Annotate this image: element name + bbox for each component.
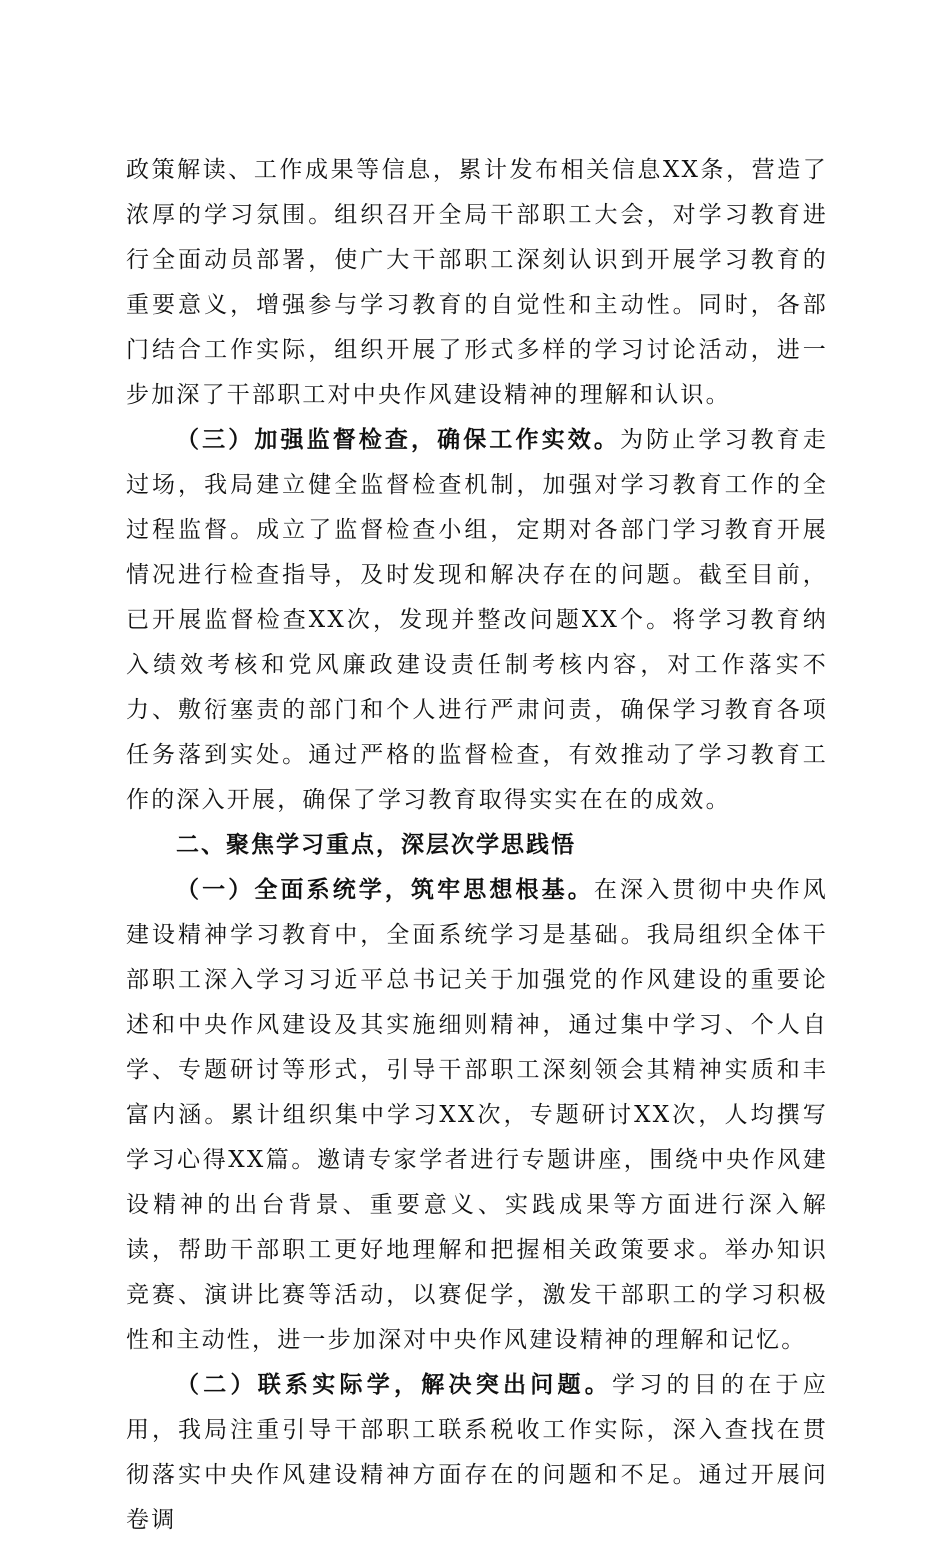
paragraph-lead: （一）全面系统学，筑牢思想根基。 xyxy=(176,877,594,903)
paragraph-text: 为防止学习教育走过场，我局建立健全监督检查机制，加强对学习教育工作的全过程监督。成立了监督检查小组，定期对各部门学习教育开展情况进行检查指导，及时发现和解决存在的问题。截至目前，已开展监督检查XX次，发现并整改问题XX个。将学习教育纳入绩效考核和党风廉政建设责任制考核内容，对工作落实不力、敷衍塞责的部门和个人进行严肃问责，确保学习教育各项任务落到实处。通过严格的监督检查，有效推动了学习教育工作的深入开展，确保了学习教育取得实实在在的成效。 xyxy=(126,427,828,813)
paragraph-text: 学习的目的在于应用，我局注重引导干部职工联系税收工作实际，深入查找在贯彻落实中央作风建设精神方面存在的问题和不足。通过开展问卷调 xyxy=(126,1372,828,1533)
paragraph-lead: （三）加强监督检查，确保工作实效。 xyxy=(176,427,620,453)
paragraph-continued xyxy=(126,148,828,418)
paragraph-supervision xyxy=(126,418,828,823)
paragraph-practical-study xyxy=(126,1363,828,1543)
paragraph-text: 在深入贯彻中央作风建设精神学习教育中，全面系统学习是基础。我局组织全体干部职工深入学习习近平总书记关于加强党的作风建设的重要论述和中央作风建设及其实施细则精神，通过集中学习、个人自学、专题研讨等形式，引导干部职工深刻领会其精神实质和丰富内涵。累计组织集中学习XX次，专题研讨XX次，人均撰写学习心得XX篇。邀请专家学者进行专题讲座，围绕中央作风建设精神的出台背景、重要意义、实践成果等方面进行深入解读，帮助干部职工更好地理解和把握相关政策要求。举办知识竞赛、演讲比赛等活动，以赛促学，激发干部职工的学习积极性和主动性，进一步加深对中央作风建设精神的理解和记忆。 xyxy=(126,877,828,1353)
section-heading: 二、聚焦学习重点，深层次学思践悟 xyxy=(176,832,576,858)
document-body xyxy=(126,148,828,1543)
paragraph-text: 政策解读、工作成果等信息，累计发布相关信息XX条，营造了浓厚的学习氛围。组织召开全局干部职工大会，对学习教育进行全面动员部署，使广大干部职工深刻认识到开展学习教育的重要意义，增强参与学习教育的自觉性和主动性。同时，各部门结合工作实际，组织开展了形式多样的学习讨论活动，进一步加深了干部职工对中央作风建设精神的理解和认识。 xyxy=(126,157,828,408)
paragraph-lead: （二）联系实际学，解决突出问题。 xyxy=(176,1372,613,1398)
paragraph-systematic-study xyxy=(126,868,828,1363)
